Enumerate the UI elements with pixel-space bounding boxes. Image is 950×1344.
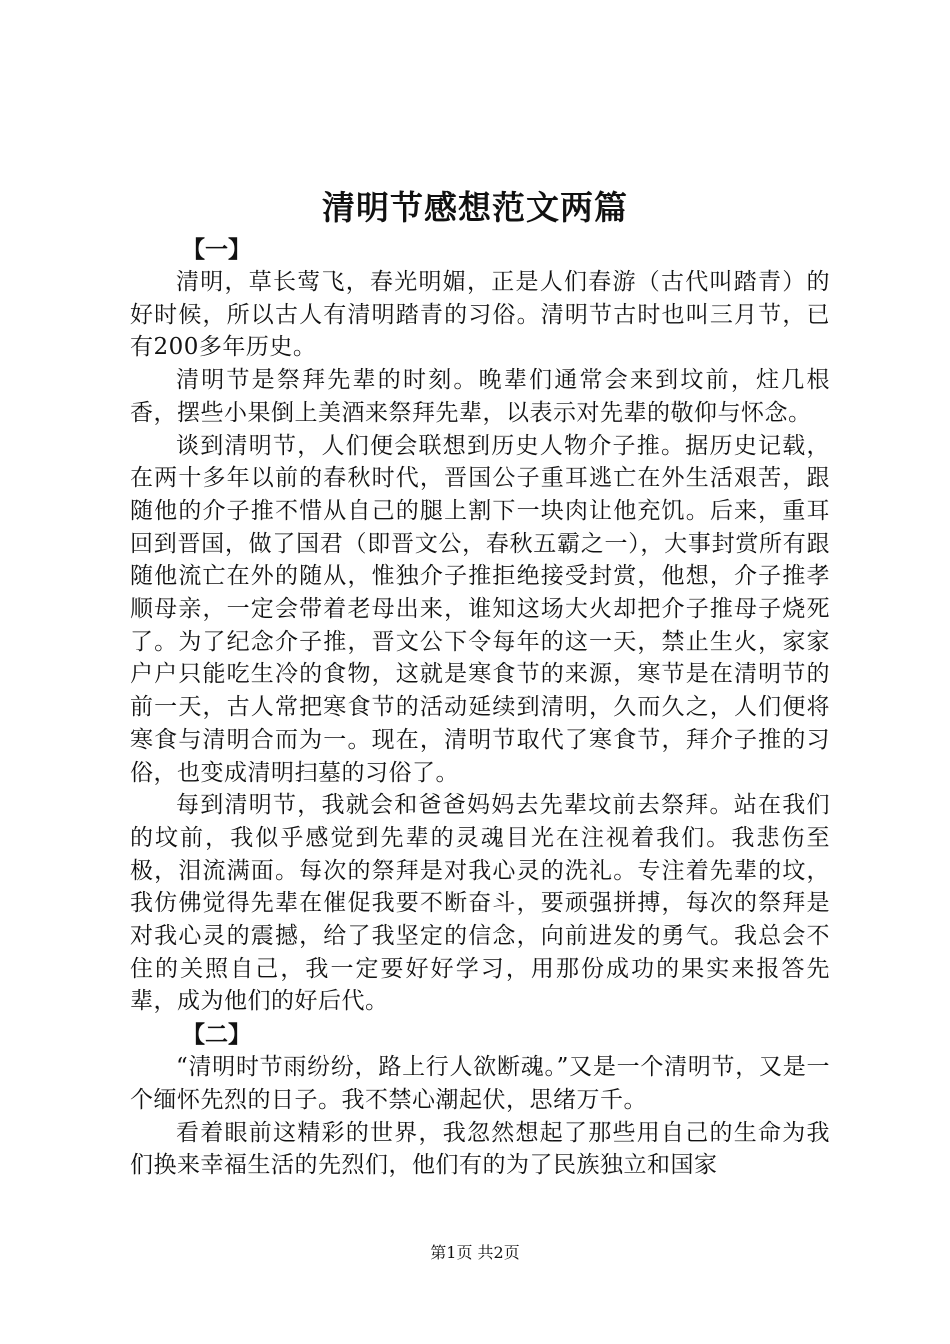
paragraph: 谈到清明节，人们便会联想到历史人物介子推。据历史记载，在两十多年以前的春秋时代，晋国公子重耳逃亡在外生活艰苦，跟随他的介子推不惜从自己的腿上割下一块肉让他充饥。后来，重耳回到晋国，做了国君（即晋文公，春秋五霸之一），大事封赏所有跟随他流亡在外的随从，惟独介子推拒绝接受封赏，他想，介子推孝顺母亲，一定会带着老母出来，谁知这场大火却把介子推母子烧死了。为了纪念介子推，晋文公下令每年的这一天，禁止生火，家家户户只能吃生冷的食物，这就是寒食节的来源，寒节是在清明节的前一天，古人常把寒食节的活动延续到清明，久而久之，人们便将寒食与清明合而为一。现在，清明节取代了寒食节，拜介子推的习俗，也变成清明扫墓的习俗了。 — [130, 432, 830, 786]
paragraph: 看着眼前这精彩的世界，我忽然想起了那些用自己的生命为我们换来幸福生活的先烈们，他们有的为了民族独立和国家 — [130, 1119, 830, 1179]
page-footer: 第1页 共2页 — [430, 1243, 520, 1262]
document-title: 清明节感想范文两篇 — [322, 188, 628, 227]
paragraph: 每到清明节，我就会和爸爸妈妈去先辈坟前去祭拜。站在我们的坟前，我似乎感觉到先辈的灵魂目光在注视着我们。我悲伤至极，泪流满面。每次的祭拜是对我心灵的洗礼。专注着先辈的坟，我仿佛觉得先辈在催促我要不断奋斗，要顽强拼搏，每次的祭拜是对我心灵的震撼，给了我坚定的信念，向前进发的勇气。我总会不住的关照自己，我一定要好好学习，用那份成功的果实来报答先辈，成为他们的好后代。 — [130, 792, 830, 1015]
section-heading-1: 【一】 — [182, 236, 251, 263]
paragraph: “清明时节雨纷纷，路上行人欲断魂。”又是一个清明节，又是一个缅怀先烈的日子。我不禁心潮起伏，思绪万千。 — [130, 1054, 830, 1113]
paragraph: 清明，草长莺飞，春光明媚，正是人们春游（古代叫踏青）的好时候，所以古人有清明踏青的习俗。清明节古时也叫三月节，已有200多年历史。 — [130, 269, 830, 361]
document-body — [130, 233, 830, 1182]
paragraph: 清明节是祭拜先辈的时刻。晚辈们通常会来到坟前，炷几根香，摆些小果倒上美酒来祭拜先辈，以表示对先辈的敬仰与怀念。 — [130, 367, 830, 426]
section-heading-2: 【二】 — [182, 1021, 251, 1049]
